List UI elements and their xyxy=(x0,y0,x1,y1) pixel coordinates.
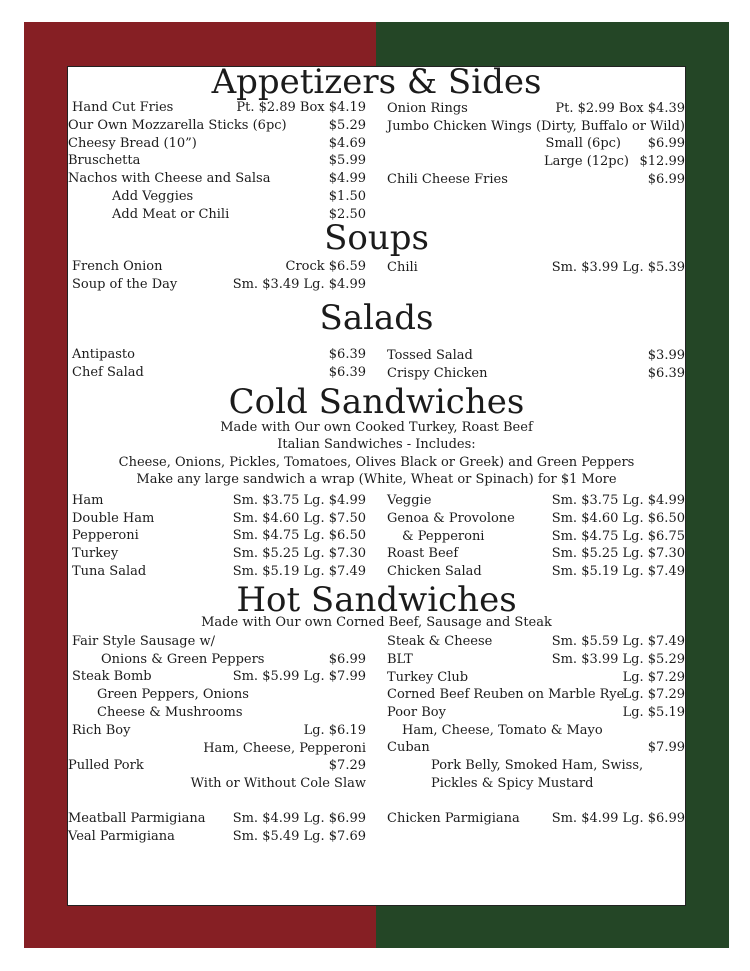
menu-item-price: Sm. $4.60 Lg. $7.50 xyxy=(232,511,366,526)
menu-item-name: Double Ham xyxy=(72,511,155,526)
menu-item-price: $6.99 xyxy=(647,172,685,187)
menu-item-name: Cuban xyxy=(387,740,430,755)
menu-item-name: Fair Style Sausage w/ xyxy=(72,634,215,649)
menu-item-name: Soup of the Day xyxy=(72,277,178,292)
menu-item-price: $6.99 xyxy=(328,652,366,667)
menu-item-price: $6.39 xyxy=(328,365,366,380)
menu-item-desc: Pickles & Spicy Mustard xyxy=(431,776,594,791)
cold-sandwiches-title: Cold Sandwiches xyxy=(228,382,525,422)
menu-item-desc: Pork Belly, Smoked Ham, Swiss, xyxy=(431,758,644,773)
menu-item-name: Veggie xyxy=(387,493,432,508)
menu-item-price: Lg. $7.29 xyxy=(622,670,685,685)
menu-item-price: Sm. $5.49 Lg. $7.69 xyxy=(232,829,366,844)
menu-item-price: Sm. $5.99 Lg. $7.99 xyxy=(232,669,366,684)
menu-item-price: $6.39 xyxy=(647,366,685,381)
menu-item-name: Veal Parmigiana xyxy=(68,829,175,844)
menu-item-name: Add Veggies xyxy=(112,189,194,204)
menu-item-name: Steak & Cheese xyxy=(387,634,493,649)
menu-item-name: Cheesy Bread (10”) xyxy=(68,136,197,151)
menu-item-desc: Cheese & Mushrooms xyxy=(97,705,243,720)
menu-item-name: Turkey Club xyxy=(387,670,469,685)
menu-item-name: Pulled Pork xyxy=(68,758,144,773)
menu-item-name: Onion Rings xyxy=(387,101,468,116)
cold-note: Make any large sandwich a wrap (White, Wheat or Spinach) for $1 More xyxy=(136,472,617,487)
menu-item-name: Chicken Salad xyxy=(387,564,482,579)
menu-item-desc: Green Peppers, Onions xyxy=(97,687,249,702)
hot-note: Made with Our own Corned Beef, Sausage and Steak xyxy=(201,615,552,630)
menu-item-price: Sm. $3.49 Lg. $4.99 xyxy=(232,277,366,292)
menu-item-price: Lg. $7.29 xyxy=(622,687,685,702)
menu-item-name: Crispy Chicken xyxy=(387,366,488,381)
menu-item-name: Our Own Mozzarella Sticks (6pc) xyxy=(68,118,287,133)
menu-item-name: Genoa & Provolone xyxy=(387,511,515,526)
menu-item-price: $5.29 xyxy=(328,118,366,133)
menu-item-price: Sm. $5.19 Lg. $7.49 xyxy=(232,564,366,579)
cold-note: Made with Our own Cooked Turkey, Roast Beef xyxy=(220,420,533,435)
menu-item-price: Sm. $5.25 Lg. $7.30 xyxy=(232,546,366,561)
menu-item-name: Chili Cheese Fries xyxy=(387,172,508,187)
menu-item-price: $4.99 xyxy=(328,171,366,186)
menu-item-price: $3.99 xyxy=(647,348,685,363)
menu-item-size: Large (12pc) xyxy=(543,154,629,169)
hot-sandwiches-title: Hot Sandwiches xyxy=(236,580,517,620)
menu-item-price: Sm. $4.60 Lg. $6.50 xyxy=(551,511,685,526)
menu-item-price: Crock $6.59 xyxy=(285,259,366,274)
menu-item-name: & Pepperoni xyxy=(402,529,485,544)
menu-item-desc: Ham, Cheese, Tomato & Mayo xyxy=(402,723,603,738)
menu-item-name: Antipasto xyxy=(72,347,135,362)
salads-title: Salads xyxy=(319,298,434,338)
menu-item-name: Roast Beef xyxy=(387,546,459,561)
menu-item-price: $4.69 xyxy=(328,136,366,151)
cold-note: Cheese, Onions, Pickles, Tomatoes, Olives Black or Greek) and Green Peppers xyxy=(118,455,635,470)
menu-item-name: Steak Bomb xyxy=(72,669,152,684)
menu-item-name: French Onion xyxy=(72,259,163,274)
menu-item-name: Tossed Salad xyxy=(387,348,473,363)
menu-item-price: Sm. $3.99 Lg. $5.29 xyxy=(551,652,685,667)
menu-item-name: Meatball Parmigiana xyxy=(68,811,206,826)
menu-item-desc: Ham, Cheese, Pepperoni xyxy=(203,741,366,756)
menu-item-name: Chicken Parmigiana xyxy=(387,811,520,826)
menu-item-name: BLT xyxy=(387,652,413,667)
menu-item-name: Jumbo Chicken Wings xyxy=(387,119,532,134)
menu-item-price: Sm. $3.75 Lg. $4.99 xyxy=(551,493,685,508)
menu-item-price: Sm. $4.99 Lg. $6.99 xyxy=(232,811,366,826)
menu-item-price: Pt. $2.89 Box $4.19 xyxy=(236,100,366,115)
menu-item-name: Corned Beef Reuben on Marble Rye xyxy=(387,687,625,702)
menu-item-size: Small (6pc) xyxy=(545,136,621,151)
cold-note: Italian Sandwiches - Includes: xyxy=(277,437,476,452)
menu-item-price: Sm. $4.75 Lg. $6.50 xyxy=(232,528,366,543)
menu-item-price: $6.99 xyxy=(647,136,685,151)
menu-item-price: Sm. $3.75 Lg. $4.99 xyxy=(232,493,366,508)
menu-item-price: Sm. $5.25 Lg. $7.30 xyxy=(551,546,685,561)
menu-item-price: Sm. $5.59 Lg. $7.49 xyxy=(551,634,685,649)
menu-item-price: Lg. $6.19 xyxy=(303,723,366,738)
menu-item-price: Pt. $2.99 Box $4.39 xyxy=(555,101,685,116)
menu-panel xyxy=(67,62,686,906)
menu-item-name: Onions & Green Peppers xyxy=(101,652,265,667)
menu-item-price: $6.39 xyxy=(328,347,366,362)
menu-item-name: Chef Salad xyxy=(72,365,144,380)
menu-item-note: (Dirty, Buffalo or Wild) xyxy=(535,119,685,134)
menu-item-price: Sm. $5.19 Lg. $7.49 xyxy=(551,564,685,579)
menu-item-name: Add Meat or Chili xyxy=(112,207,230,222)
menu-item-name: Hand Cut Fries xyxy=(72,100,174,115)
menu-item-name: Bruschetta xyxy=(68,153,141,168)
menu-item-price: Sm. $4.99 Lg. $6.99 xyxy=(551,811,685,826)
menu-item-name: Rich Boy xyxy=(72,723,131,738)
menu-item-name: Tuna Salad xyxy=(72,564,147,579)
menu-item-price: $2.50 xyxy=(328,207,366,222)
menu-item-name: Poor Boy xyxy=(387,705,446,720)
menu-item-name: Ham xyxy=(72,493,104,508)
menu-item-price: Lg. $5.19 xyxy=(622,705,685,720)
menu-item-price: $5.99 xyxy=(328,153,366,168)
menu-item-price: $7.29 xyxy=(328,758,366,773)
menu-item-price: $12.99 xyxy=(639,154,685,169)
menu-item-name: Pepperoni xyxy=(72,528,139,543)
menu-item-price: Sm. $4.75 Lg. $6.75 xyxy=(551,529,685,544)
appetizers-title: Appetizers & Sides xyxy=(211,62,542,102)
menu-item-price: $1.50 xyxy=(328,189,366,204)
menu-item-price: Sm. $3.99 Lg. $5.39 xyxy=(551,260,685,275)
menu-item-name: Turkey xyxy=(72,546,119,561)
soups-title: Soups xyxy=(324,218,429,258)
menu-item-name: Chili xyxy=(387,260,418,275)
menu-item-name: Nachos with Cheese and Salsa xyxy=(68,171,271,186)
menu-item-desc: With or Without Cole Slaw xyxy=(190,776,366,791)
menu-item-price: $7.99 xyxy=(647,740,685,755)
